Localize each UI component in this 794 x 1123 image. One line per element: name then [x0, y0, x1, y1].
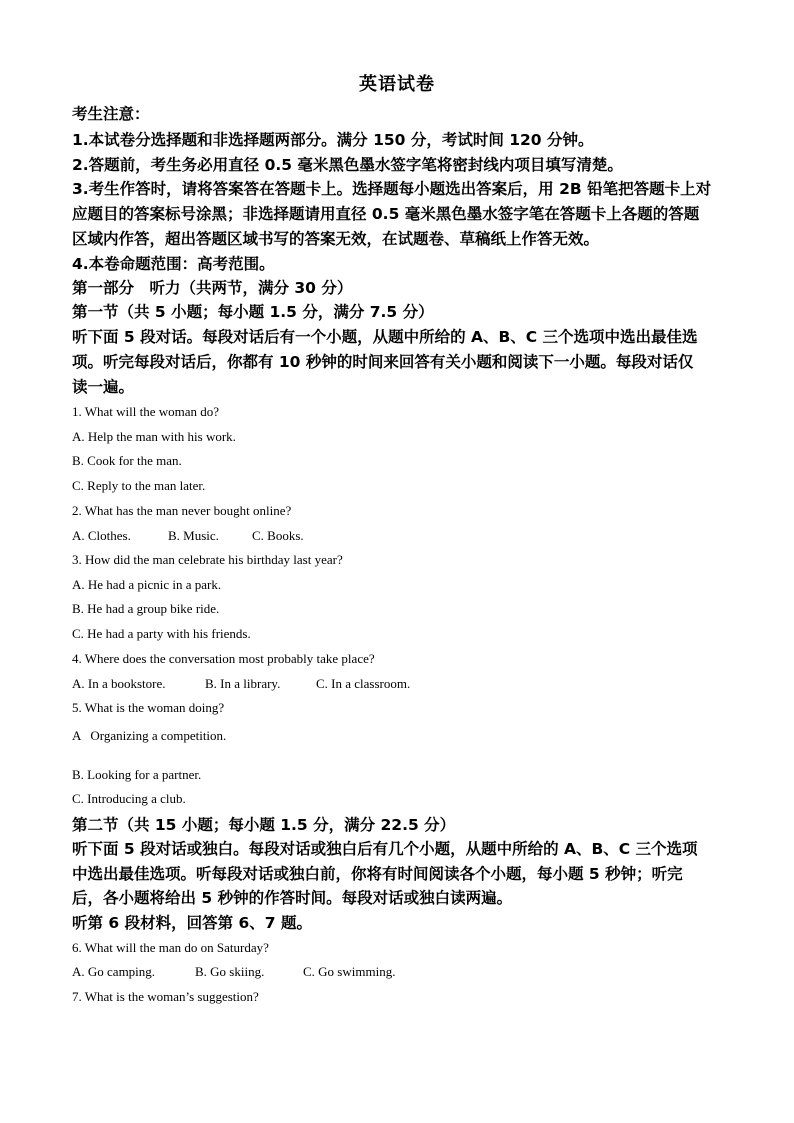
notice-item-2: 2.答题前，考生务必用直径 0.5 毫米黑色墨水签字笔将密封线内项目填写清楚。	[72, 156, 623, 174]
section2-heading: 第二节（共 15 小题；每小题 1.5 分，满分 22.5 分）	[72, 816, 456, 834]
notice-item-3-line-3: 区域内作答，超出答题区域书写的答案无效，在试题卷、草稿纸上作答无效。	[72, 230, 600, 248]
question-4-stem: 4. Where does the conversation most probably take place?	[72, 651, 375, 666]
question-6-option-b: B. Go skiing.	[195, 964, 265, 979]
question-4-option-b: B. In a library.	[205, 676, 281, 691]
question-4-option-a: A. In a bookstore.	[72, 676, 166, 691]
notice-item-3-line-2: 应题目的答案标号涂黑；非选择题请用直径 0.5 毫米黑色墨水签字笔在答题卡上各题的答题	[72, 205, 700, 223]
notice-item-4: 4.本卷命题范围：高考范围。	[72, 255, 275, 273]
question-3-option-c: C. He had a party with his friends.	[72, 626, 251, 641]
material-6-heading: 听第 6 段材料，回答第 6、7 题。	[72, 914, 312, 932]
question-3-stem: 3. How did the man celebrate his birthday last year?	[72, 552, 343, 567]
section1-instructions-line-1: 听下面 5 段对话。每段对话后有一个小题，从题中所给的 A、B、C 三个选项中选出最佳选	[72, 328, 698, 346]
question-1-option-a: A. Help the man with his work.	[72, 429, 236, 444]
notice-item-1: 1.本试卷分选择题和非选择题两部分。满分 150 分，考试时间 120 分钟。	[72, 131, 594, 149]
question-3-option-b: B. He had a group bike ride.	[72, 601, 220, 616]
notice-item-3-line-1: 3.考生作答时，请将答案答在答题卡上。选择题每小题选出答案后，用 2B 铅笔把答题卡上对	[72, 180, 712, 198]
page-title: 英语试卷	[359, 74, 435, 95]
question-5-option-c: C. Introducing a club.	[72, 791, 186, 806]
section1-instructions-line-2: 项。听完每段对话后，你都有 10 秒钟的时间来回答有关小题和阅读下一小题。每段对话仅	[72, 353, 694, 371]
question-5-option-a: A Organizing a competition.	[72, 728, 227, 743]
section2-instructions-line-1: 听下面 5 段对话或独白。每段对话或独白后有几个小题，从题中所给的 A、B、C 三个选项	[72, 840, 698, 858]
question-2-option-b: B. Music.	[168, 528, 219, 543]
question-6-stem: 6. What will the man do on Saturday?	[72, 940, 269, 955]
question-6-option-a: A. Go camping.	[72, 964, 156, 979]
question-2-stem: 2. What has the man never bought online?	[72, 503, 292, 518]
question-3-option-a: A. He had a picnic in a park.	[72, 577, 222, 592]
question-6-option-c: C. Go swimming.	[303, 964, 396, 979]
notice-heading: 考生注意：	[72, 105, 150, 123]
question-7-stem: 7. What is the woman’s suggestion?	[72, 989, 259, 1004]
question-4-option-c: C. In a classroom.	[316, 676, 411, 691]
section2-instructions-line-3: 后，各小题将给出 5 秒钟的作答时间。每段对话或独白读两遍。	[72, 889, 513, 907]
question-2-option-a: A. Clothes.	[72, 528, 131, 543]
part1-heading: 第一部分 听力（共两节，满分 30 分）	[72, 279, 353, 297]
section2-instructions-line-2: 中选出最佳选项。听每段对话或独白前，你将有时间阅读各个小题，每小题 5 秒钟；听完	[72, 865, 683, 883]
question-1-stem: 1. What will the woman do?	[72, 404, 220, 419]
question-1-option-b: B. Cook for the man.	[72, 453, 182, 468]
question-5-stem: 5. What is the woman doing?	[72, 700, 225, 715]
section1-heading: 第一节（共 5 小题；每小题 1.5 分，满分 7.5 分）	[72, 303, 434, 321]
section1-instructions-line-3: 读一遍。	[72, 378, 135, 396]
question-5-option-b: B. Looking for a partner.	[72, 767, 202, 782]
question-1-option-c: C. Reply to the man later.	[72, 478, 206, 493]
question-2-option-c: C. Books.	[252, 528, 304, 543]
